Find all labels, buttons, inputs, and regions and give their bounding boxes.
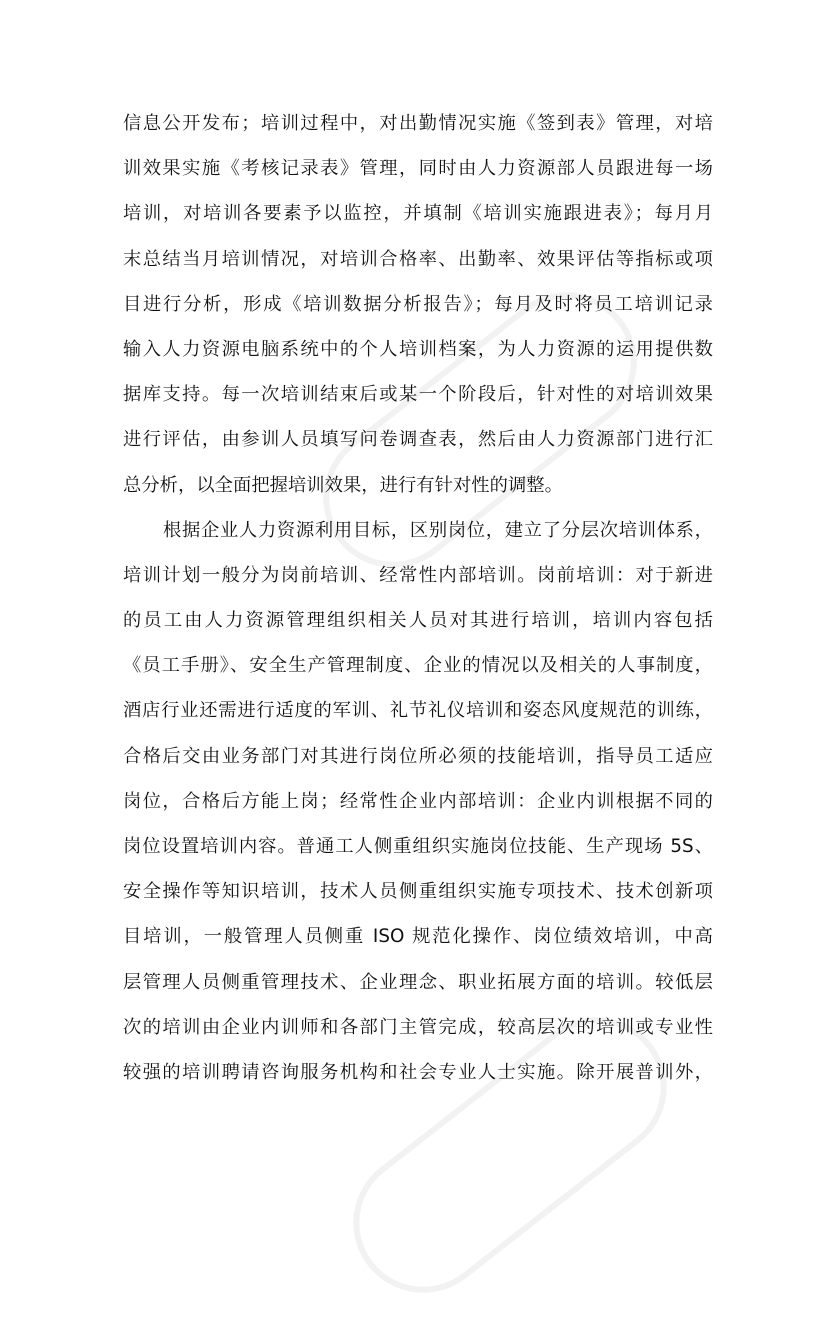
text-line: 合格后交由业务部门对其进行岗位所必须的技能培训，指导员工适应 <box>123 745 713 767</box>
text-line: 《员工手册》、安全生产管理制度、企业的情况以及相关的人事制度， <box>123 655 713 677</box>
text-line: 的员工由人力资源管理组织相关人员对其进行培训，培训内容包括 <box>123 610 713 632</box>
text-line: 目进行分析，形成《培训数据分析报告》；每月及时将员工培训记录 <box>123 293 713 315</box>
text-line: 培训，对培训各要素予以监控，并填制《培训实施跟进表》；每月月 <box>123 203 713 225</box>
text-line: 岗位，合格后方能上岗；经常性企业内部培训：企业内训根据不同的 <box>123 790 713 812</box>
paragraph-2 <box>123 508 713 1095</box>
text-line: 酒店行业还需进行适度的军训、礼节礼仪培训和姿态风度规范的训练， <box>123 700 713 722</box>
text-line: 较强的培训聘请咨询服务机构和社会专业人士实施。除开展普训外， <box>123 1061 713 1083</box>
text-line: 信息公开发布；培训过程中，对出勤情况实施《签到表》管理，对培 <box>123 113 713 134</box>
text-line: 末总结当月培训情况，对培训合格率、出勤率、效果评估等指标或项 <box>123 248 713 270</box>
text-line: 岗位设置培训内容。普通工人侧重组织实施岗位技能、生产现场 5S、 <box>123 836 713 857</box>
text-line: 总分析，以全面把握培训效果，进行有针对性的调整。 <box>123 474 563 496</box>
text-line: 进行评估，由参训人员填写问卷调查表，然后由人力资源部门进行汇 <box>123 429 713 451</box>
paragraph-1 <box>123 101 713 508</box>
text-line: 训效果实施《考核记录表》管理，同时由人力资源部人员跟进每一场 <box>123 158 713 180</box>
text-line: 安全操作等知识培训，技术人员侧重组织实施专项技术、技术创新项 <box>123 881 713 903</box>
text-line: 根据企业人力资源利用目标，区别岗位，建立了分层次培训体系， <box>163 519 713 541</box>
text-line: 目培训，一般管理人员侧重 ISO 规范化操作、岗位绩效培训，中高 <box>123 926 713 948</box>
text-line: 次的培训由企业内训师和各部门主管完成，较高层次的培训或专业性 <box>123 1016 713 1038</box>
text-line: 输入人力资源电脑系统中的个人培训档案，为人力资源的运用提供数 <box>123 338 713 360</box>
text-line: 据库支持。每一次培训结束后或某一个阶段后，针对性的对培训效果 <box>123 384 713 406</box>
document-body <box>123 101 713 1095</box>
text-line: 培训计划一般分为岗前培训、经常性内部培训。岗前培训：对于新进 <box>123 564 713 586</box>
text-line: 层管理人员侧重管理技术、企业理念、职业拓展方面的培训。较低层 <box>123 971 713 993</box>
